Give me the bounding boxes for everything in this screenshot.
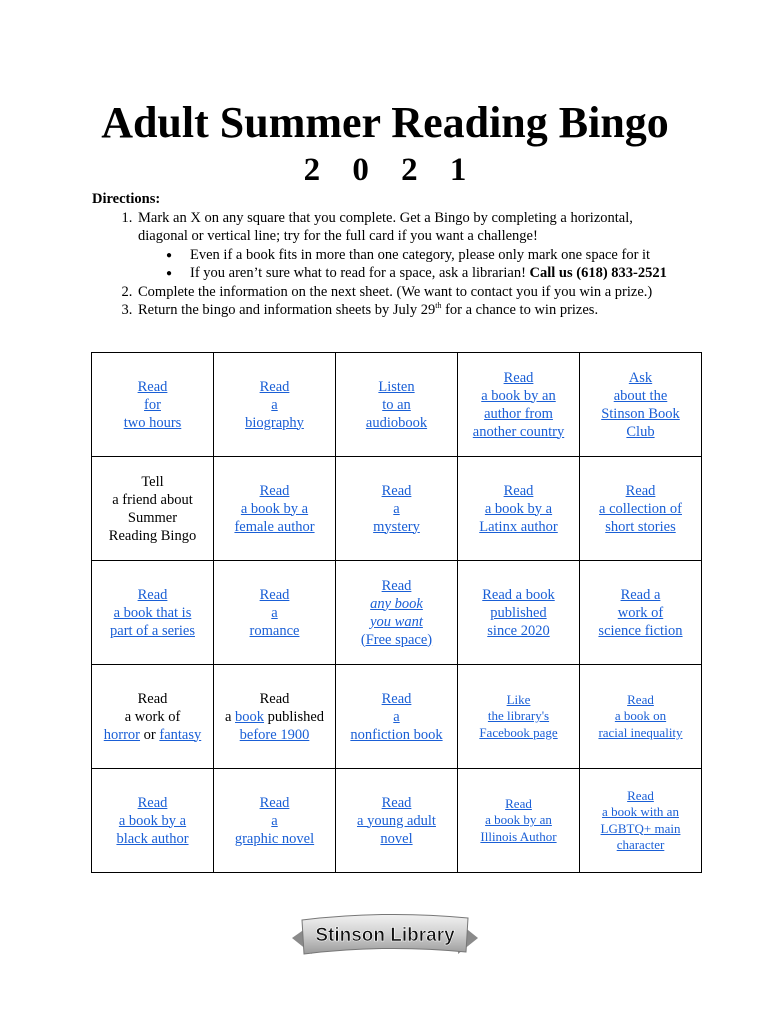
directions-heading: Directions: [92,191,161,207]
bingo-cell[interactable] [336,457,458,561]
bingo-cell[interactable] [214,769,336,873]
cell-line: racial inequality [598,724,683,740]
cell-line: Club [626,423,655,440]
bingo-row [92,353,702,457]
bingo-cell[interactable] [580,457,702,561]
cell-line: Listen [378,378,415,395]
bingo-cell[interactable] [458,457,580,561]
cell-line: graphic novel [234,830,315,847]
cell-line: Read [503,369,534,386]
bingo-cell[interactable] [214,457,336,561]
bingo-row [92,561,702,665]
cell-line: a [393,500,400,517]
cell-line: black author [116,830,189,847]
bingo-cell [92,457,214,561]
bingo-cell-before-1900 [214,665,336,769]
bingo-cell[interactable] [92,561,214,665]
cell-line: Read [381,690,412,707]
cell-line: published [490,604,547,621]
cell-line: part of a series [110,622,195,639]
bingo-cell[interactable] [458,561,580,665]
direction-item-3 [136,301,692,320]
horror-link[interactable]: horror [103,726,141,743]
phone-number: Call us (618) 833-2521 [529,265,667,281]
logo-text: Stinson Library [315,925,455,946]
cell-line: Read [625,482,656,499]
bingo-cell[interactable] [214,353,336,457]
before-1900-link[interactable]: before 1900 [239,726,310,743]
cell-line: for [144,396,161,413]
cell-line: you want [370,613,423,630]
cell-line: a work of [124,708,181,725]
bingo-cell[interactable] [458,665,580,769]
cell-line: Tell [141,473,164,490]
cell-line: Read [627,787,654,803]
cell-line: to an [382,396,411,413]
cell-line: science fiction [598,622,683,639]
cell-line: audiobook [365,414,428,431]
cell-line: nonfiction book [350,726,443,743]
bingo-cell[interactable] [458,769,580,873]
cell-line: LGBTQ+ main [600,820,681,836]
bingo-cell-free-space[interactable] [336,561,458,665]
bingo-cell[interactable] [214,561,336,665]
cell-line: a book on [614,708,667,724]
bingo-cell[interactable] [336,665,458,769]
cell-line: author from [484,405,553,422]
cell-line: Read [259,794,290,811]
direction-item-2: 2. Complete the information on the next sheet. (We want to contact you if you win a prize.) [136,283,692,302]
direction-1-line-2: diagonal or vertical line; try for the full card if you want a challenge! [138,228,538,244]
cell-published: published [264,708,325,725]
cell-line: another country [472,423,565,440]
cell-line: Summer [127,509,178,526]
stinson-library-logo [290,908,480,966]
cell-line: any book [370,595,423,612]
bullet-1: ● Even if a book fits in more than one category, please only mark one space for it [188,246,692,265]
cell-line: Read [381,794,412,811]
bullet-2-text: If you aren’t sure what to read for a space, ask a librarian! [190,265,526,281]
cell-line: short stories [605,518,676,535]
cell-line: (Free space) [360,631,433,648]
cell-line: Read [137,586,168,603]
cell-line: a book by an [485,812,552,828]
cell-line [225,709,324,725]
cell-line: a book that is [113,604,192,621]
cell-line: a [271,604,278,621]
cell-line: Read [259,378,290,395]
cell-line: a collection of [599,500,682,517]
cell-or: or [140,726,160,743]
bingo-cell[interactable] [92,353,214,457]
cell-line: Reading Bingo [108,527,197,544]
cell-line: Like [506,691,531,707]
cell-line: a book by a [240,500,309,517]
fantasy-link[interactable]: fantasy [159,726,202,743]
cell-line: Read [259,482,290,499]
cell-line: a young adult [357,812,436,829]
cell-line: Read [503,482,534,499]
page-year: 2 0 2 1 [303,152,479,188]
direction-3-sup: th [435,301,442,311]
cell-line: biography [245,414,304,431]
cell-line: Latinx author [479,518,558,535]
cell-line: two hours [123,414,182,431]
cell-line: romance [249,622,300,639]
bullet-2 [188,264,692,283]
direction-item-1 [136,209,692,283]
cell-line: a [271,812,278,829]
page-title: Adult Summer Reading Bingo [101,98,669,147]
cell-line: character [616,837,665,852]
bingo-cell[interactable] [336,769,458,873]
direction-1-bullets [138,246,692,283]
bingo-row [92,457,702,561]
cell-line: Read [137,378,168,395]
cell-line: about the [613,387,668,404]
bingo-cell[interactable] [580,769,702,873]
cell-line: a [393,708,400,725]
directions [92,190,692,320]
cell-line: a book by a [118,812,187,829]
cell-line: Facebook page [479,724,558,740]
bingo-grid [91,352,702,873]
cell-line: since 2020 [487,622,550,639]
bingo-cell[interactable] [580,561,702,665]
bingo-cell[interactable] [336,353,458,457]
cell-line: work of [617,604,664,621]
direction-3-tail: for a chance to win prizes. [441,302,599,318]
cell-line: female author [234,518,315,535]
bingo-cell-horror-fantasy [92,665,214,769]
bingo-cell[interactable] [580,665,702,769]
cell-line: Read [627,691,654,707]
cell-line: a [271,396,278,413]
cell-line: Read [505,795,532,811]
bingo-row [92,769,702,873]
bingo-row [92,665,702,769]
cell-line: a book by a [484,500,553,517]
cell-line: Ask [628,369,653,386]
cell-line: Read [381,577,412,594]
cell-line: Read a [620,586,661,603]
cell-line: Illinois Author [480,828,557,844]
cell-line: a book by an [481,387,556,404]
cell-line: Read [381,482,412,499]
cell-line: mystery [373,518,420,535]
cell-a: a [224,708,236,725]
cell-line [104,727,201,743]
cell-line: novel [380,830,413,847]
book-link[interactable]: book [235,708,265,725]
cell-line: a friend about [112,491,193,508]
cell-line: Stinson Book [601,405,680,422]
cell-line: Read [259,690,290,707]
direction-3-text: Return the bingo and information sheets by July 29 [138,302,436,318]
cell-line: Read a book [482,586,555,603]
cell-line: Read [137,690,168,707]
directions-list [92,209,692,320]
bingo-cell[interactable] [92,769,214,873]
cell-line: a book with an [602,804,679,819]
bingo-cell[interactable] [458,353,580,457]
cell-line: Read [259,586,290,603]
cell-line: the library's [487,708,550,724]
bingo-cell[interactable] [580,353,702,457]
direction-1-line-1: Mark an X on any square that you complete. Get a Bingo by completing a horizontal, [138,209,633,226]
cell-line: Read [137,794,168,811]
